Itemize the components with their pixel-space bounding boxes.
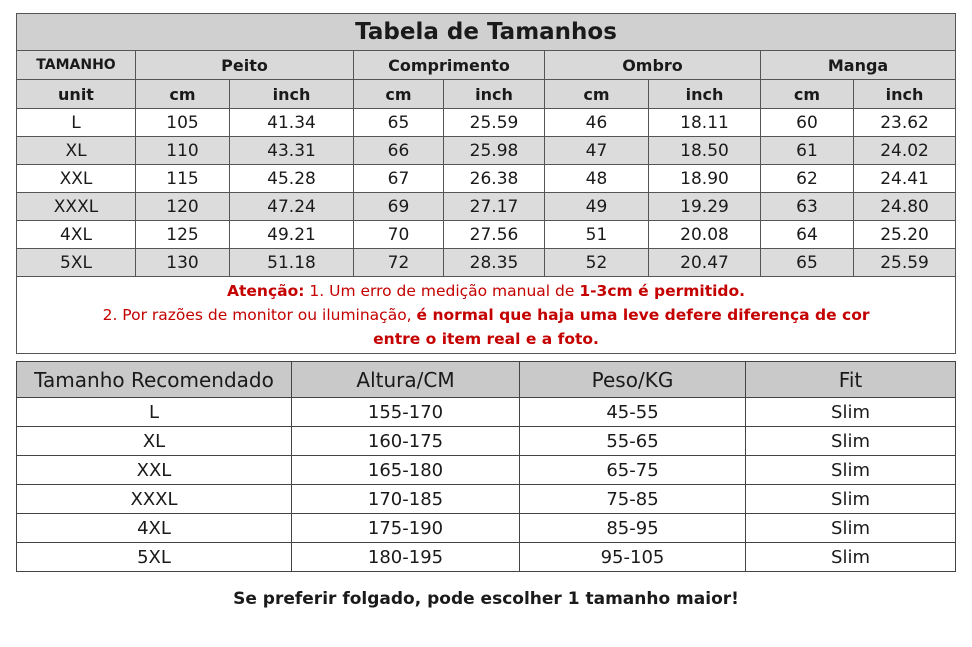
value-cell: 41.34 (230, 109, 354, 137)
fit-cell: Slim (746, 485, 956, 514)
fit-cell: Slim (746, 543, 956, 572)
height-cell: 180-195 (292, 543, 520, 572)
table-row (17, 543, 956, 572)
unit-cm: cm (136, 80, 230, 109)
value-cell: 24.41 (854, 165, 956, 193)
value-cell: 47.24 (230, 193, 354, 221)
value-cell: 60 (761, 109, 854, 137)
value-cell: 25.98 (444, 137, 545, 165)
table-row (17, 427, 956, 456)
height-cell: 170-185 (292, 485, 520, 514)
value-cell: 115 (136, 165, 230, 193)
group-header-peito: Peito (136, 51, 354, 80)
value-cell: 67 (354, 165, 444, 193)
size-chart-table (16, 13, 956, 354)
table-row (17, 485, 956, 514)
group-header-comprimento: Comprimento (354, 51, 545, 80)
size-cell: XL (17, 137, 136, 165)
value-cell: 49 (545, 193, 649, 221)
value-cell: 51.18 (230, 249, 354, 277)
value-cell: 24.02 (854, 137, 956, 165)
fit-cell: Slim (746, 398, 956, 427)
weight-cell: 55-65 (520, 427, 746, 456)
header-height: Altura/CM (292, 362, 520, 398)
group-header-ombro: Ombro (545, 51, 761, 80)
note-bold-text: entre o item real e a foto. (373, 330, 599, 348)
size-cell: XXL (17, 165, 136, 193)
value-cell: 65 (354, 109, 444, 137)
size-cell: 5XL (17, 543, 292, 572)
table-row (17, 193, 956, 221)
unit-inch: inch (649, 80, 761, 109)
value-cell: 110 (136, 137, 230, 165)
table-row (17, 137, 956, 165)
size-cell: XXXL (17, 485, 292, 514)
size-cell: L (17, 398, 292, 427)
fit-cell: Slim (746, 514, 956, 543)
table-row (17, 109, 956, 137)
value-cell: 28.35 (444, 249, 545, 277)
value-cell: 20.47 (649, 249, 761, 277)
value-cell: 27.56 (444, 221, 545, 249)
note-number: 2. (102, 306, 118, 324)
value-cell: 46 (545, 109, 649, 137)
note-line-2 (17, 303, 955, 327)
size-cell: 5XL (17, 249, 136, 277)
value-cell: 48 (545, 165, 649, 193)
unit-cm: cm (354, 80, 444, 109)
note-bold-text: é normal que haja uma leve defere diferença de cor (416, 306, 870, 324)
value-cell: 25.20 (854, 221, 956, 249)
value-cell: 18.11 (649, 109, 761, 137)
size-cell: 4XL (17, 221, 136, 249)
value-cell: 25.59 (854, 249, 956, 277)
value-cell: 120 (136, 193, 230, 221)
value-cell: 18.50 (649, 137, 761, 165)
value-cell: 23.62 (854, 109, 956, 137)
value-cell: 18.90 (649, 165, 761, 193)
value-cell: 19.29 (649, 193, 761, 221)
table-row (17, 249, 956, 277)
size-cell: XXL (17, 456, 292, 485)
value-cell: 49.21 (230, 221, 354, 249)
value-cell: 69 (354, 193, 444, 221)
value-cell: 70 (354, 221, 444, 249)
recommendation-table (16, 361, 956, 572)
value-cell: 66 (354, 137, 444, 165)
size-cell: XL (17, 427, 292, 456)
fit-cell: Slim (746, 456, 956, 485)
value-cell: 26.38 (444, 165, 545, 193)
value-cell: 24.80 (854, 193, 956, 221)
value-cell: 43.31 (230, 137, 354, 165)
measurement-note (17, 277, 956, 354)
unit-label: unit (17, 80, 136, 109)
header-fit: Fit (746, 362, 956, 398)
value-cell: 105 (136, 109, 230, 137)
value-cell: 20.08 (649, 221, 761, 249)
value-cell: 125 (136, 221, 230, 249)
weight-cell: 85-95 (520, 514, 746, 543)
value-cell: 130 (136, 249, 230, 277)
note-line-1 (17, 279, 955, 303)
note-line-3 (17, 327, 955, 351)
value-cell: 62 (761, 165, 854, 193)
height-cell: 175-190 (292, 514, 520, 543)
size-header: TAMANHO (17, 51, 136, 80)
value-cell: 25.59 (444, 109, 545, 137)
height-cell: 155-170 (292, 398, 520, 427)
value-cell: 63 (761, 193, 854, 221)
value-cell: 47 (545, 137, 649, 165)
height-cell: 160-175 (292, 427, 520, 456)
height-cell: 165-180 (292, 456, 520, 485)
footer-tip: Se preferir folgado, pode escolher 1 tamanho maior! (233, 589, 739, 609)
table-row (17, 221, 956, 249)
value-cell: 45.28 (230, 165, 354, 193)
table-row (17, 165, 956, 193)
header-weight: Peso/KG (520, 362, 746, 398)
unit-cm: cm (761, 80, 854, 109)
unit-cm: cm (545, 80, 649, 109)
size-cell: XXXL (17, 193, 136, 221)
fit-cell: Slim (746, 427, 956, 456)
unit-inch: inch (444, 80, 545, 109)
unit-inch: inch (854, 80, 956, 109)
note-text: Por razões de monitor ou iluminação, (117, 306, 417, 324)
value-cell: 65 (761, 249, 854, 277)
value-cell: 64 (761, 221, 854, 249)
group-header-manga: Manga (761, 51, 956, 80)
weight-cell: 45-55 (520, 398, 746, 427)
table-row (17, 456, 956, 485)
size-cell: 4XL (17, 514, 292, 543)
weight-cell: 95-105 (520, 543, 746, 572)
table-row (17, 514, 956, 543)
weight-cell: 75-85 (520, 485, 746, 514)
value-cell: 61 (761, 137, 854, 165)
value-cell: 51 (545, 221, 649, 249)
value-cell: 27.17 (444, 193, 545, 221)
size-cell: L (17, 109, 136, 137)
note-bold-text: 1-3cm é permitido. (579, 282, 746, 300)
size-chart-title: Tabela de Tamanhos (17, 14, 956, 51)
unit-inch: inch (230, 80, 354, 109)
table-row (17, 398, 956, 427)
weight-cell: 65-75 (520, 456, 746, 485)
value-cell: 52 (545, 249, 649, 277)
header-recommended-size: Tamanho Recomendado (17, 362, 292, 398)
value-cell: 72 (354, 249, 444, 277)
note-attention-label: Atenção: (227, 282, 305, 300)
note-text: 1. Um erro de medição manual de (304, 282, 580, 300)
